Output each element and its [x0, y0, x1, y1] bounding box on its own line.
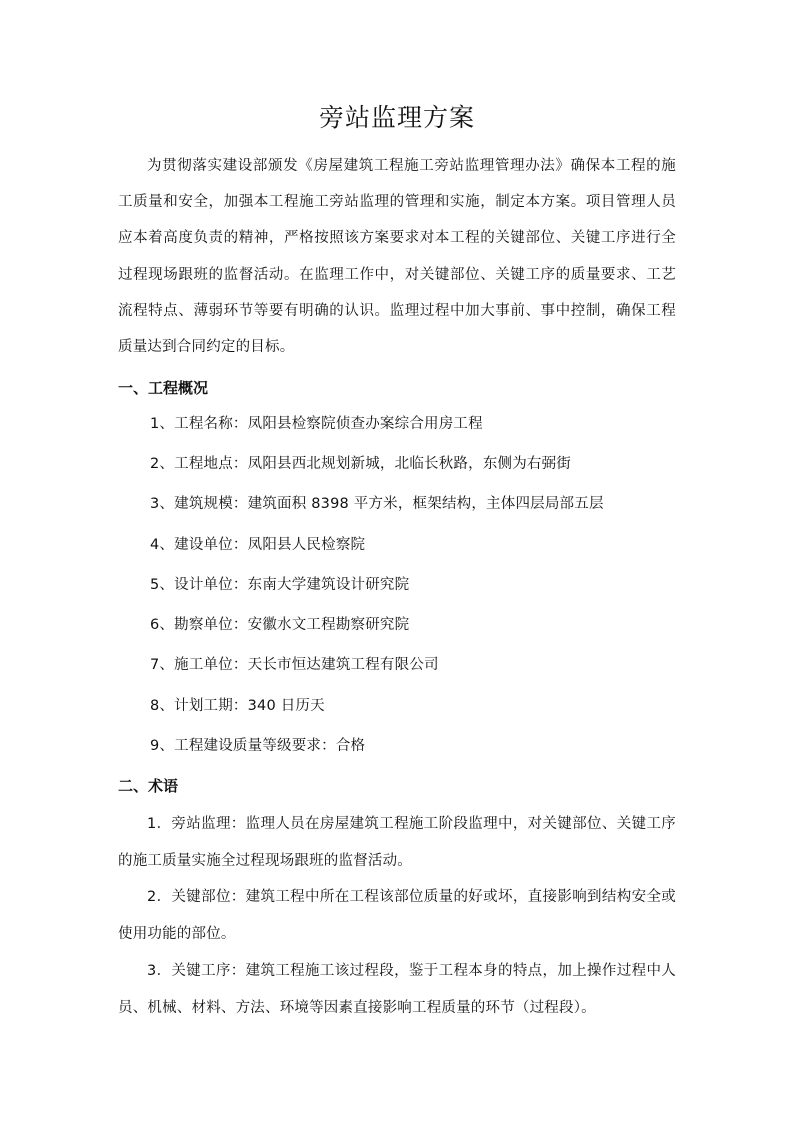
list-item: 9、工程建设质量等级要求：合格: [150, 738, 366, 754]
list-item: 1、工程名称：凤阳县检察院侦查办案综合用房工程: [150, 416, 483, 432]
list-item: 5、设计单位：东南大学建筑设计研究院: [150, 577, 410, 593]
list-item: 7、施工单位：天长市恒达建筑工程有限公司: [150, 657, 439, 673]
section-heading-terms: 二、术语: [118, 777, 179, 795]
list-item: 6、勘察单位：安徽水文工程勘察研究院: [150, 617, 410, 633]
term-definition: 1．旁站监理：监理人员在房屋建筑工程施工阶段监理中，对关键部位、关键工序的施工质量实施全过程现场跟班的监督活动。: [118, 816, 676, 869]
list-item: 2、工程地点：凤阳县西北规划新城，北临长秋路，东侧为右弼街: [150, 456, 572, 472]
intro-paragraph: 为贯彻落实建设部颁发《房屋建筑工程施工旁站监理管理办法》确保本工程的施工质量和安全，加强本工程施工旁站监理的管理和实施，制定本方案。项目管理人员应本着高度负责的精神，严格按照该方案要求对本工程的关键部位、关键工序进行全过程现场跟班的监督活动。在监理工作中，对关键部位、关键工序的质量要求、工艺流程特点、薄弱环节等要有明确的认识。监理过程中加大事前、事中控制，确保工程质量达到合同约定的目标。: [118, 158, 676, 356]
list-item: 8、计划工期：340 日历天: [150, 698, 325, 714]
list-item: 3、建筑规模：建筑面积 8398 平方米，框架结构，主体四层局部五层: [150, 496, 604, 512]
page-title: 旁站监理方案: [318, 103, 475, 132]
section-heading-overview: 一、工程概况: [118, 379, 209, 397]
list-item: 4、建设单位：凤阳县人民检察院: [150, 537, 366, 553]
term-definition: 3．关键工序：建筑工程施工该过程段，鉴于工程本身的特点，加上操作过程中人员、机械、材料、方法、环境等因素直接影响工程质量的环节（过程段）。: [118, 963, 676, 1016]
term-definition: 2．关键部位：建筑工程中所在工程该部位质量的好或坏，直接影响到结构安全或使用功能的部位。: [118, 889, 676, 942]
